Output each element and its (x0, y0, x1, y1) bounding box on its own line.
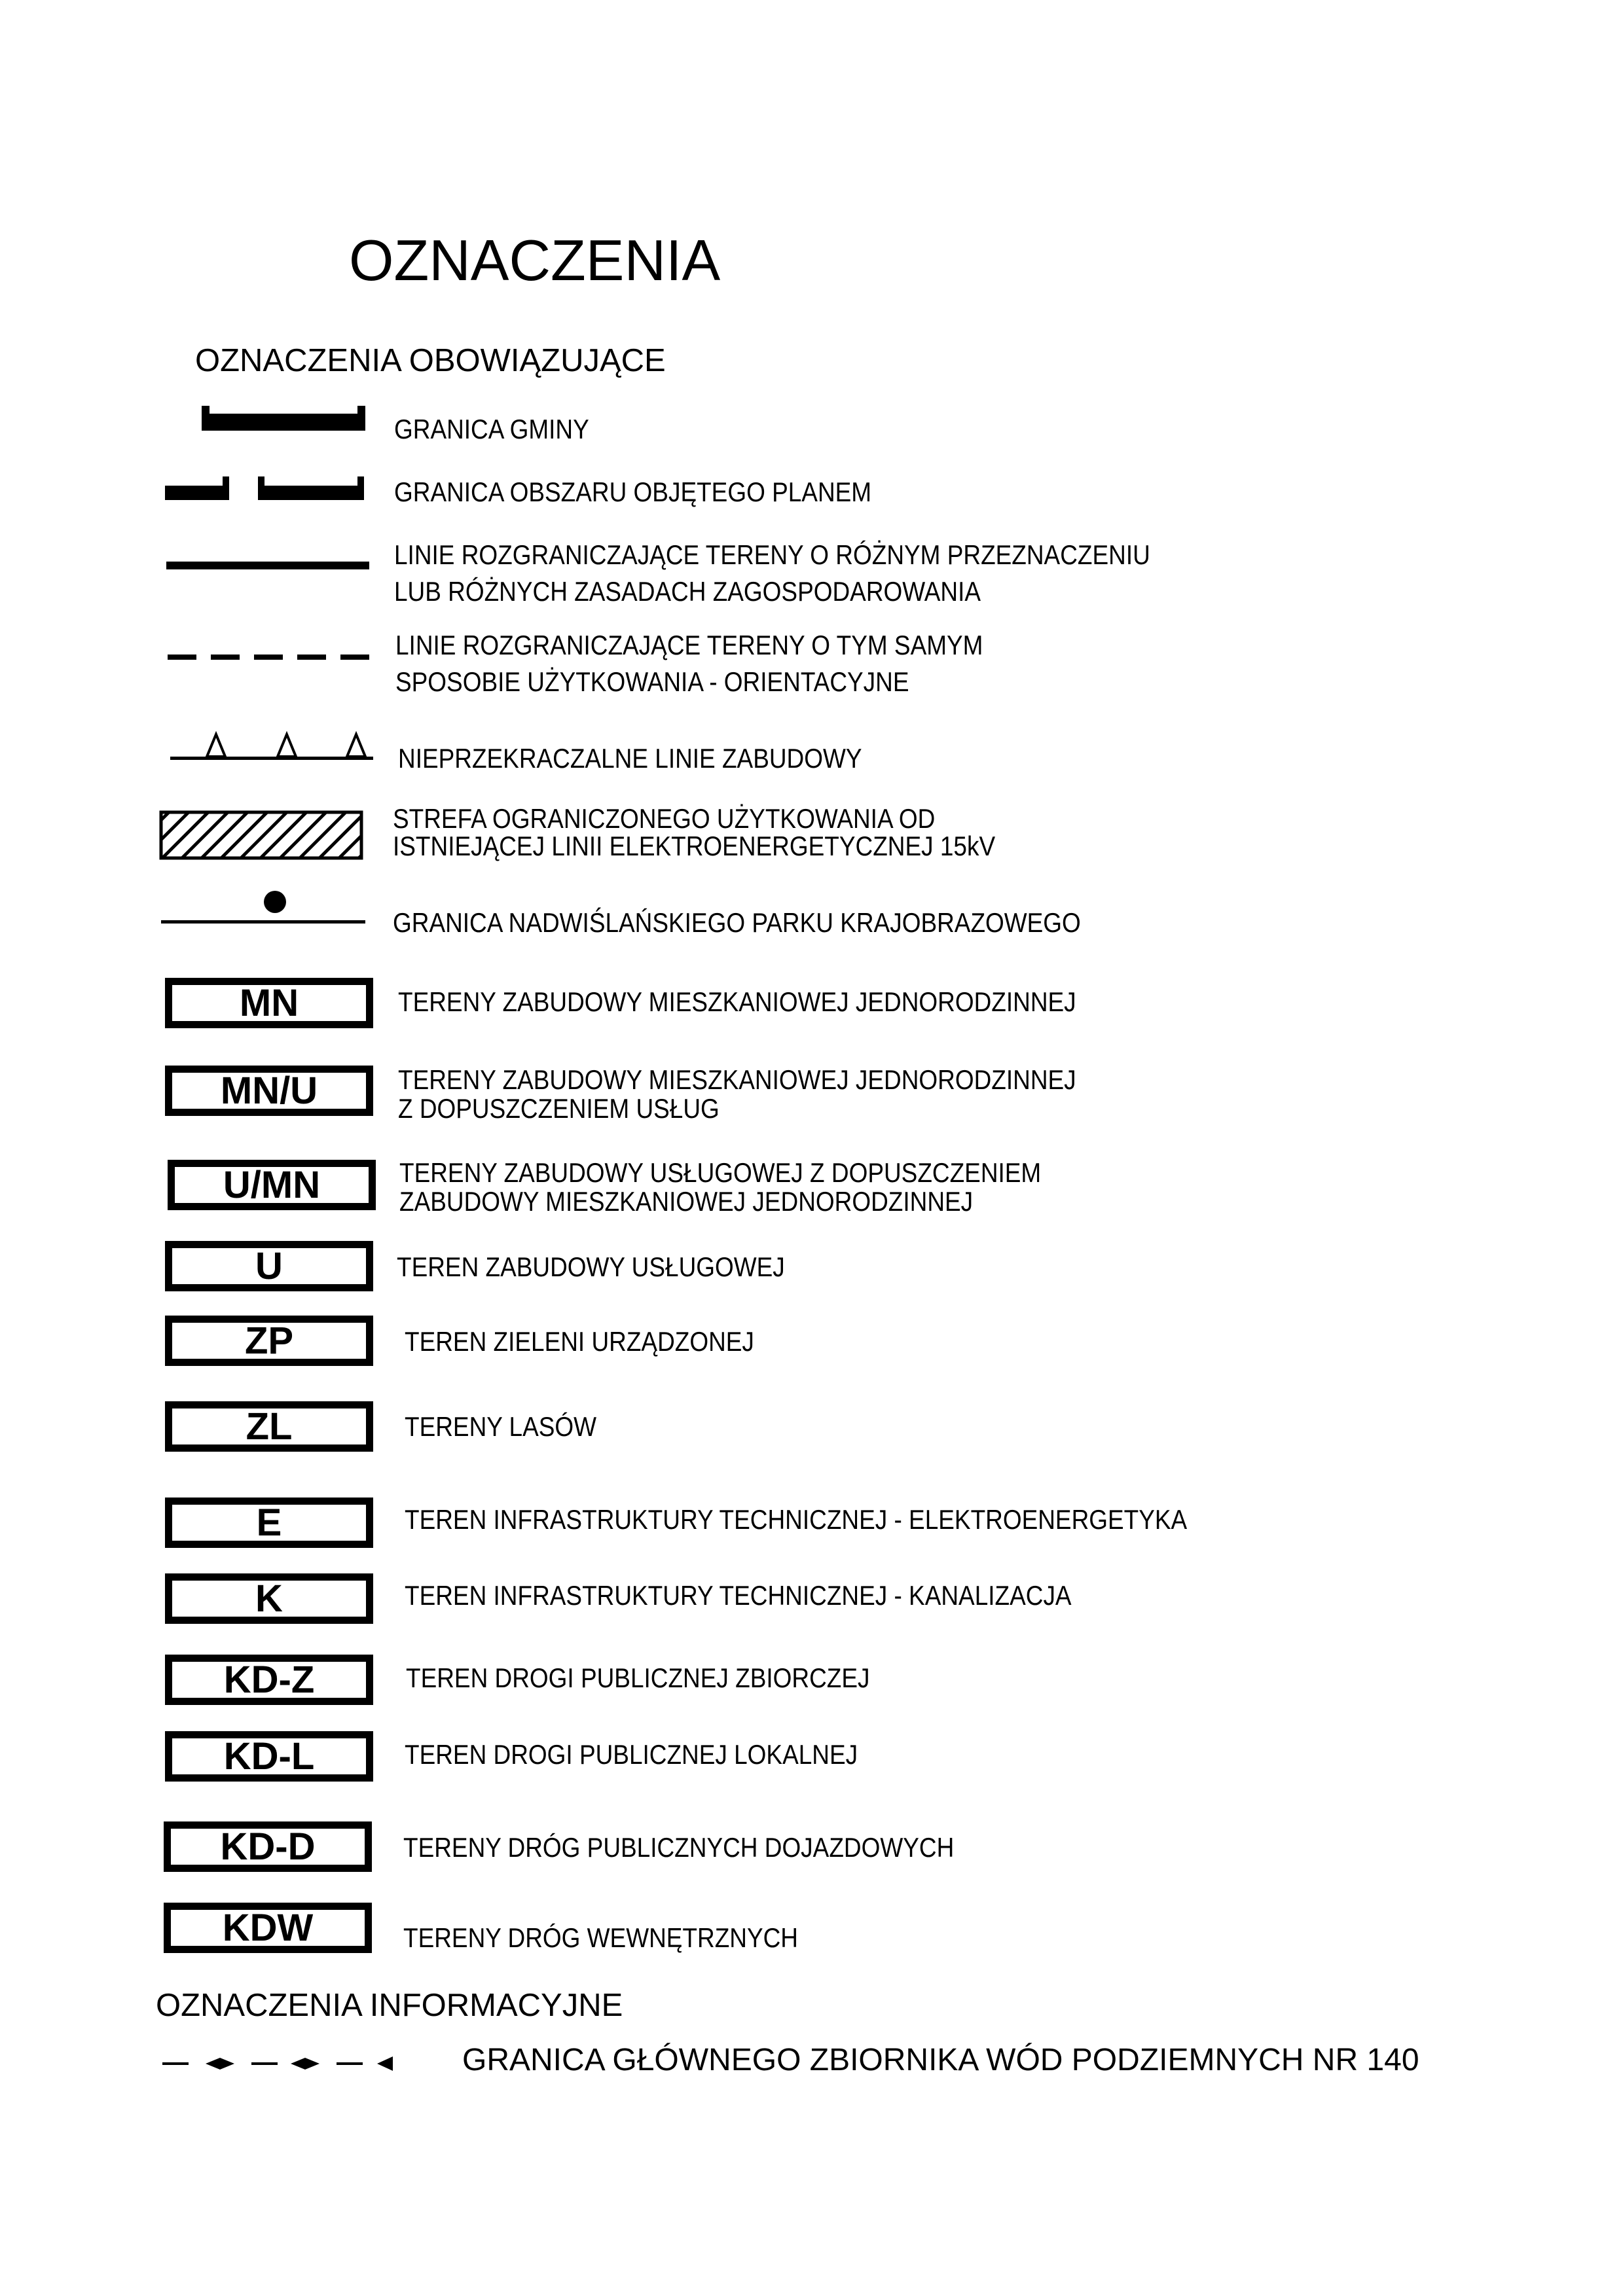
zone-code-box: KD-Z (165, 1655, 373, 1705)
zone-code-box: KDW (164, 1903, 372, 1953)
legend-item-description (405, 1323, 754, 1360)
legend-title: OZNACZENIA (349, 228, 721, 293)
description-line: ZABUDOWY MIESZKANIOWEJ JEDNORODZINNEJ (399, 1186, 974, 1217)
description-line: TEREN ZIELENI URZĄDZONEJ (405, 1326, 754, 1357)
hatched-zone-symbol (158, 810, 367, 862)
zone-code-box: ZL (165, 1401, 373, 1452)
legend-item-description (406, 1660, 869, 1696)
description-line: GRANICA OBSZARU OBJĘTEGO PLANEM (394, 476, 872, 507)
plan-area-boundary-symbol (164, 467, 373, 513)
groundwater-reservoir-boundary-symbol (160, 2051, 402, 2077)
zone-code-box: MN (165, 978, 373, 1028)
zone-code-box: KD-D (164, 1821, 372, 1872)
legend-item-description (394, 537, 1150, 610)
legend-item-description (393, 805, 995, 860)
zone-code-box: ZP (165, 1316, 373, 1366)
description-line: SPOSOBIE UŻYTKOWANIA - ORIENTACYJNE (395, 666, 909, 697)
building-line-triangles-symbol (170, 725, 380, 764)
legend-item-description (403, 1920, 798, 1956)
zone-code-box: MN/U (165, 1066, 373, 1116)
legend-item-description (398, 740, 862, 777)
legend-item-description (397, 1249, 785, 1285)
description-line: GRANICA GŁÓWNEGO ZBIORNIKA WÓD PODZIEMNYCH NR 140 (462, 2043, 1419, 2077)
zone-code-box: K (165, 1573, 373, 1624)
dashed-dividing-line-symbol (166, 648, 376, 668)
legend-item-description (405, 1577, 1072, 1614)
zone-code-box: U/MN (168, 1160, 376, 1210)
park-boundary-dot-symbol (161, 888, 371, 927)
zone-code-box: E (165, 1498, 373, 1548)
legend-item-description (394, 474, 871, 511)
description-line: TEREN ZABUDOWY USŁUGOWEJ (397, 1251, 785, 1282)
description-line: TERENY ZABUDOWY USŁUGOWEJ Z DOPUSZCZENIEM (399, 1157, 1042, 1188)
legend-item-description (398, 1066, 1076, 1123)
legend-item-description (395, 627, 983, 700)
description-line: LINIE ROZGRANICZAJĄCE TERENY O TYM SAMYM (395, 630, 983, 660)
zone-code-box: KD-L (165, 1731, 373, 1782)
description-line: TERENY ZABUDOWY MIESZKANIOWEJ JEDNORODZINNEJ (398, 986, 1076, 1017)
description-line: TEREN DROGI PUBLICZNEJ LOKALNEJ (405, 1739, 858, 1770)
description-line: TEREN DROGI PUBLICZNEJ ZBIORCZEJ (406, 1662, 870, 1693)
solid-dividing-line-symbol (166, 556, 376, 576)
description-line: TERENY DRÓG WEWNĘTRZNYCH (403, 1922, 799, 1953)
description-line: GRANICA NADWIŚLAŃSKIEGO PARKU KRAJOBRAZOWEGO (393, 907, 1081, 938)
description-line: LINIE ROZGRANICZAJĄCE TERENY O RÓŻNYM PRZEZNACZENIU (394, 539, 1150, 570)
description-line: TERENY ZABUDOWY MIESZKANIOWEJ JEDNORODZINNEJ (398, 1064, 1076, 1095)
boundary-commune-symbol (199, 401, 376, 453)
description-line: TEREN INFRASTRUKTURY TECHNICZNEJ - ELEKTROENERGETYKA (405, 1504, 1188, 1535)
legend-item-description (403, 1829, 954, 1866)
description-line: TERENY DRÓG PUBLICZNYCH DOJAZDOWYCH (403, 1832, 955, 1863)
legend-item-description (393, 905, 1081, 941)
description-line: GRANICA GMINY (394, 414, 589, 444)
legend-item-description (394, 411, 589, 448)
legend-item-description (399, 1158, 1041, 1216)
zone-code-box: U (165, 1241, 373, 1291)
description-line: LUB RÓŻNYCH ZASADACH ZAGOSPODAROWANIA (394, 576, 981, 607)
legend-item-description (405, 1408, 596, 1445)
description-line: Z DOPUSZCZENIEM USŁUG (398, 1093, 720, 1124)
description-line: STREFA OGRANICZONEGO UŻYTKOWANIA OD (393, 803, 936, 834)
section-heading-mandatory: OZNACZENIA OBOWIĄZUJĄCE (195, 343, 666, 378)
legend-item-description (398, 984, 1076, 1020)
description-line: ISTNIEJĄCEJ LINII ELEKTROENERGETYCZNEJ 15kV (393, 831, 996, 861)
legend-item-description (405, 1501, 1187, 1538)
legend-item-description (462, 2041, 1419, 2080)
legend-item-description (405, 1736, 858, 1773)
description-line: NIEPRZEKRACZALNE LINIE ZABUDOWY (398, 743, 862, 774)
section-heading-informative: OZNACZENIA INFORMACYJNE (156, 1988, 623, 2023)
description-line: TERENY LASÓW (405, 1411, 597, 1442)
description-line: TEREN INFRASTRUKTURY TECHNICZNEJ - KANALIZACJA (405, 1580, 1072, 1611)
